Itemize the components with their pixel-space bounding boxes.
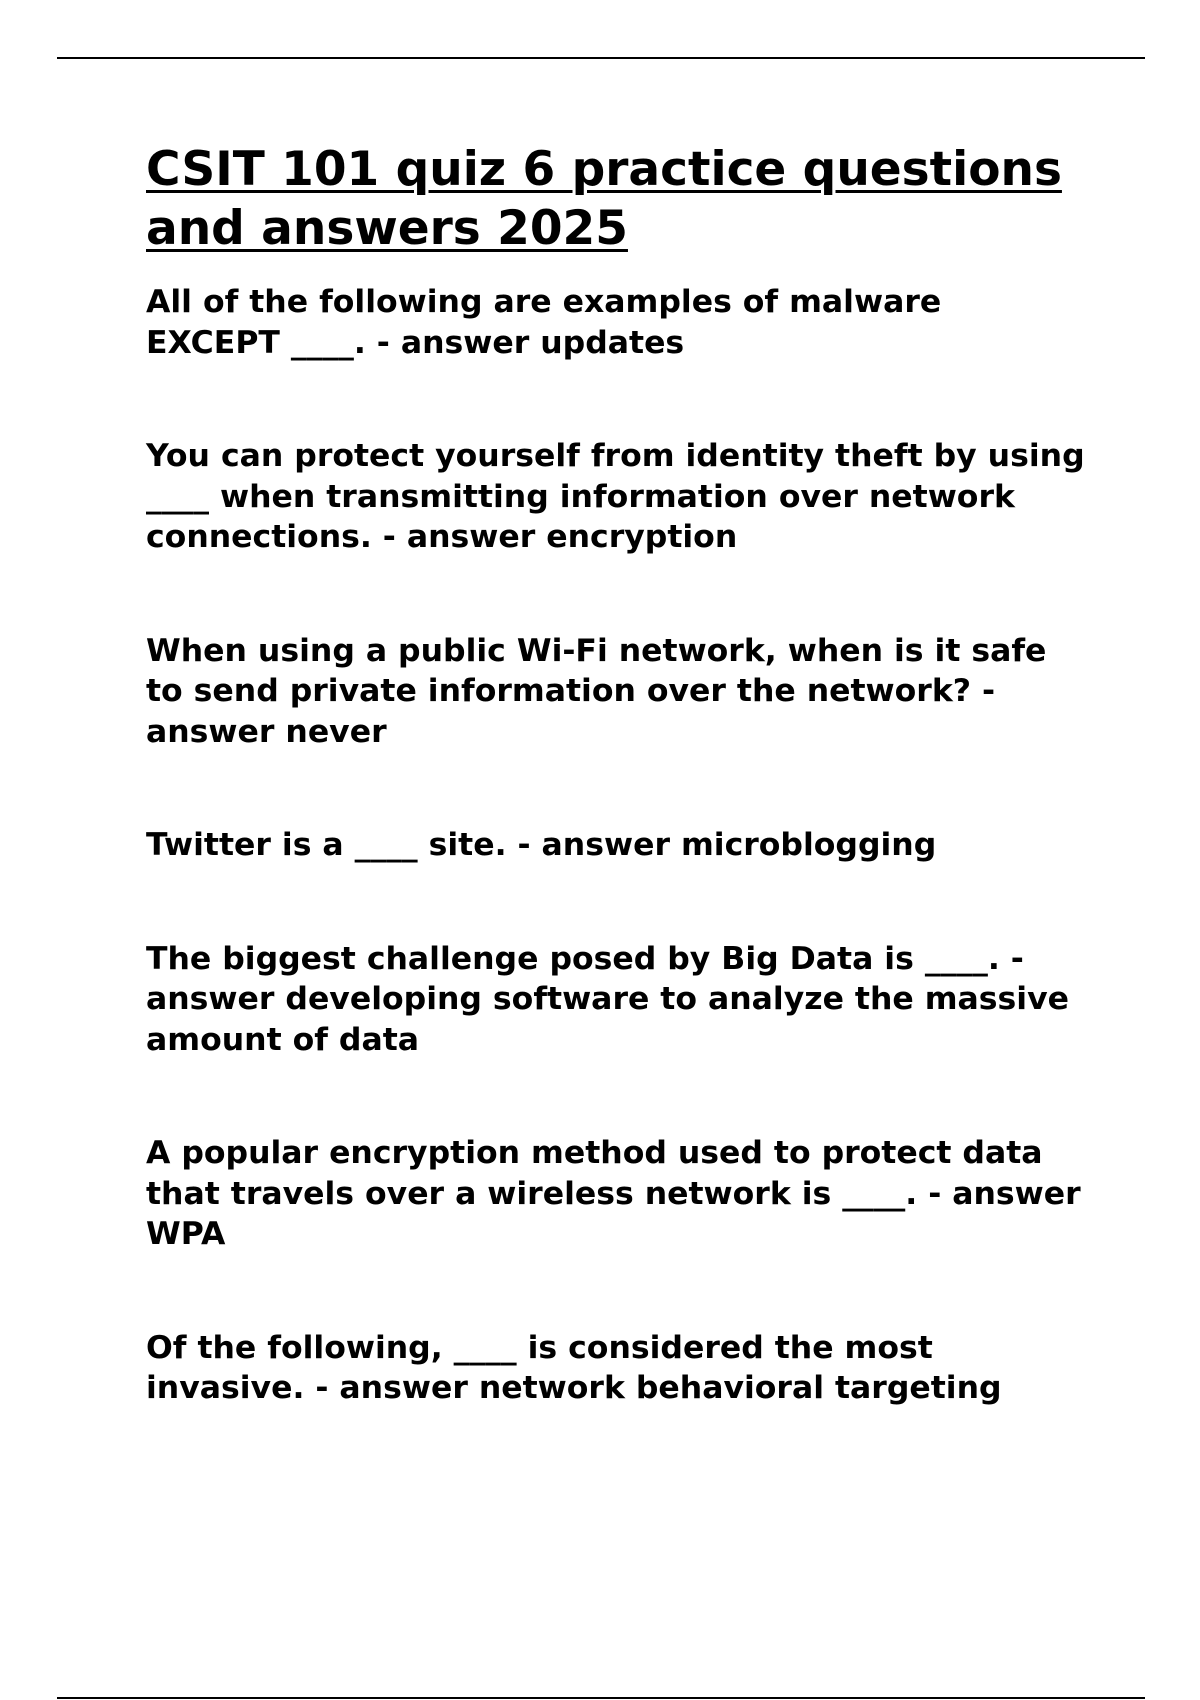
- qa-item-4: Twitter is a ____ site. - answer microblogging: [146, 827, 937, 863]
- qa-item-1: All of the following are examples of malware EXCEPT ____. - answer updates: [146, 284, 942, 361]
- qa-item-6: A popular encryption method used to protect data that travels over a wireless network is ____. - answer WPA: [146, 1135, 1081, 1252]
- top-rule: [57, 57, 1145, 59]
- qa-list: [146, 282, 1106, 1409]
- bottom-rule: [57, 1697, 1145, 1699]
- qa-item-7: Of the following, ____ is considered the most invasive. - answer network behavioral targeting: [146, 1329, 1002, 1406]
- document-title: CSIT 101 quiz 6 practice questions and answers 2025: [146, 142, 1062, 256]
- document-body: [146, 140, 1106, 1409]
- qa-item-2: You can protect yourself from identity theft by using ____ when transmitting information over network connections. - answer encryption: [146, 438, 1085, 555]
- qa-item-3: When using a public Wi-Fi network, when is it safe to send private information over the network? - answer never: [146, 632, 1047, 750]
- qa-item-5: The biggest challenge posed by Big Data is ____. - answer developing software to analyze the massive amount of data: [146, 940, 1069, 1058]
